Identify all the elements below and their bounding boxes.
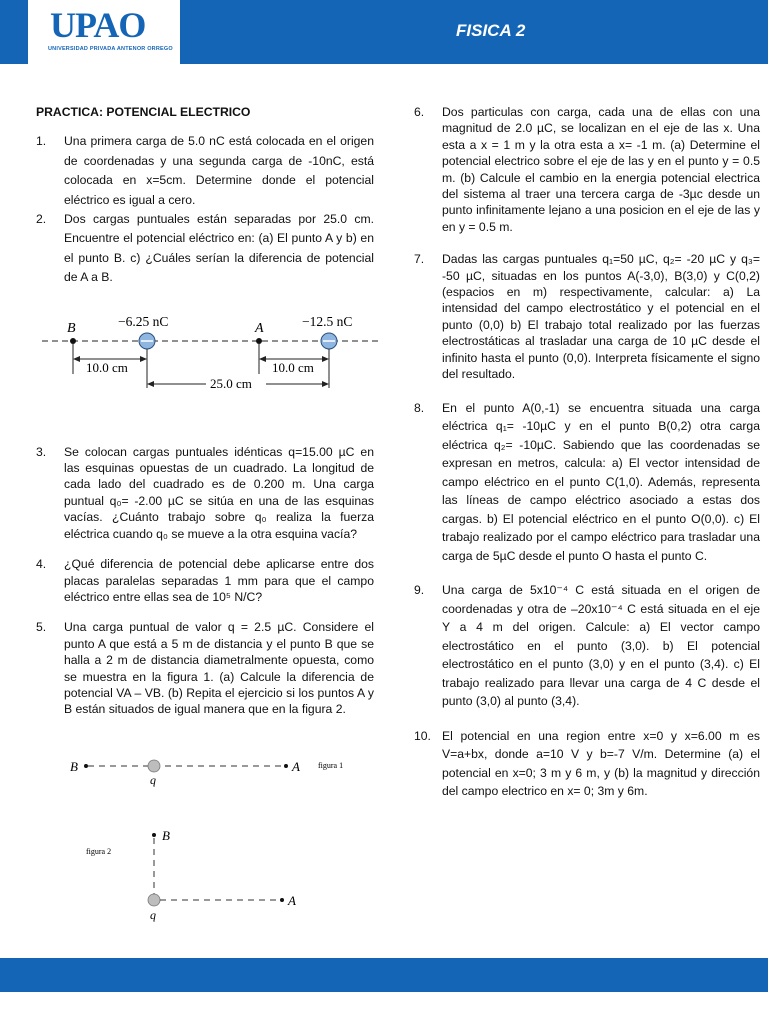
figure-1 xyxy=(64,754,364,788)
arrow-left-icon xyxy=(259,356,266,362)
problem-10 xyxy=(414,727,760,801)
problem-7 xyxy=(414,251,760,382)
charges-diagram xyxy=(36,312,380,396)
problem-1 xyxy=(36,132,374,210)
problem-3 xyxy=(36,444,374,542)
fig2-caption: figura 2 xyxy=(86,847,112,856)
problem-text: El potencial en una region entre x=0 y x=6.00 m es V=a+bx, donde a=10 V y b=-7 V/m. Determine (a) el potencial en x=0; 3 m y 6 m, y (b) la magnitud y dirección del campo electrico en x= 0; 3m y 6m. xyxy=(442,728,760,798)
arrow-left-icon xyxy=(73,356,80,362)
problem-text: En el punto A(0,-1) se encuentra situada una carga eléctrica q₁= -10µC y en el punto B(0,2) otra carga eléctrica q₂= -10µC. Sabiendo que las coordenadas se expresan en metros, calcula: a) El vector intensidad de campo eléctrico en el punto C(1,0). Además, representa las líneas de campo eléctrico asociado a estas dos cargas. b) El potencial eléctrico en el punto O(0,0). c) El trabajo realizado por el campo eléctrico para trasladar una carga de 5µC desde el punto O hasta el punto C. xyxy=(442,400,760,563)
logo-subtitle: UNIVERSIDAD PRIVADA ANTENOR ORREGO xyxy=(48,46,173,52)
fig2-point-b-label: B xyxy=(162,828,170,843)
charge-2-label: −12.5 nC xyxy=(302,314,353,329)
problem-number: 8. xyxy=(414,400,425,415)
problem-2 xyxy=(36,210,374,288)
problem-text: Una primera carga de 5.0 nC está colocada en el origen de coordenadas y una segunda carga de -10nC, está colocada en x=5cm. Determine donde el potencial eléctrico es igual a cero. xyxy=(64,134,374,207)
left-column xyxy=(36,104,374,718)
problem-4 xyxy=(36,556,374,605)
problem-text: ¿Qué diferencia de potencial debe aplicarse entre dos placas paralelas separadas 1 mm para que el campo eléctrico entre ellas sea de 10⁵ N/C? xyxy=(64,557,374,604)
fig2-point-b-dot xyxy=(152,833,156,837)
fig2-point-a-dot xyxy=(280,898,284,902)
problem-number: 4. xyxy=(36,557,47,572)
course-title: FISICA 2 xyxy=(456,21,526,40)
problem-text: Dadas las cargas puntuales q₁=50 µC, q₂= -20 µC y q₃= -50 µC, situadas en los puntos A(-3,0), B(3,0) y C(0,2) (espacios en m) respectivamente, calcular: a) La intensidad del campo electrostático y el potencial en el punto (0,0) b) El trabajo total realizado por las fuerzas electrostáticas al trasladar una carga de 10 µC desde el infinito hasta el punto (0,0). Interpreta físicamente el signo del resultado. xyxy=(442,252,760,382)
fig2-charge-sphere xyxy=(148,894,160,906)
fig2-point-a-label: A xyxy=(288,893,296,908)
problem-number: 10. xyxy=(414,728,431,743)
fig1-point-a-dot xyxy=(284,764,288,768)
arrow-left-icon xyxy=(147,381,154,387)
charges-figure xyxy=(36,312,380,396)
arrow-right-icon xyxy=(322,381,329,387)
fig1-caption: figura 1 xyxy=(318,761,344,770)
problem-number: 1. xyxy=(36,134,47,149)
arrow-right-icon xyxy=(140,356,147,362)
figure-2 xyxy=(80,826,320,924)
fig1-point-b-label: B xyxy=(70,759,78,774)
problem-number: 3. xyxy=(36,444,47,459)
dist-right-label: 10.0 cm xyxy=(272,360,314,375)
problem-number: 5. xyxy=(36,620,47,635)
problem-number: 7. xyxy=(414,252,425,267)
point-a-dot xyxy=(256,338,262,344)
figure-2-diagram xyxy=(80,826,320,924)
university-logo xyxy=(28,0,180,64)
problem-text: Dos particulas con carga, cada una de ellas con una magnitud de 2.0 µC, se localizan en el eje de las x. Una esta a x = 1 m y la otra esta a x= -1 m. (a) Determine el potencial electrico sobre el eje de las y en el punto y = 0.5 m. (b) Calcule el cambio en la energia potencial electrica del sistema al traer una tercera carga de -3µc desde un punto infinitamente lejano a una posicion en el eje de las y en y = 0.5 m. xyxy=(442,105,760,234)
problem-9 xyxy=(414,581,760,711)
problem-text: Dos cargas puntuales están separadas por 25.0 cm. Encuentre el potencial eléctrico en: (a) El punto A y b) en el punto B. c) ¿Cuáles serían la diferencia de potencial de A a B. xyxy=(64,212,374,285)
footer-bar xyxy=(0,958,768,992)
dist-left-label: 10.0 cm xyxy=(86,360,128,375)
charge-1-label: −6.25 nC xyxy=(118,314,169,329)
right-column xyxy=(414,104,760,801)
problem-number: 2. xyxy=(36,212,47,227)
arrow-right-icon xyxy=(322,356,329,362)
fig1-point-a-label: A xyxy=(292,759,300,774)
problem-number: 6. xyxy=(414,105,425,119)
problem-6 xyxy=(414,104,760,235)
problem-8 xyxy=(414,399,760,566)
problem-text: Una carga puntual de valor q = 2.5 µC. Considere el punto A que está a 5 m de distancia y el punto B que se halla a 2 m de distancia diametralmente opuesta, como se muestra en la figura 1. (a) Calcule la diferencia de potencial VA – VB. (b) Repita el ejercicio si los puntos A y B están situados de igual manera que en la figura 2. xyxy=(64,620,374,717)
point-a-label: A xyxy=(255,321,264,336)
point-b-label: B xyxy=(67,321,76,336)
point-b-dot xyxy=(70,338,76,344)
logo-text: UPAO xyxy=(50,5,146,45)
fig1-point-b-dot xyxy=(84,764,88,768)
problem-5 xyxy=(36,619,374,717)
problem-text: Se colocan cargas puntuales idénticas q=15.00 µC en las esquinas opuestas de un cuadrado. La longitud de cada lado del cuadrado es de 0.200 m. Una carga puntual q₀= -2.00 µC se sitúa en una de las esquinas vacías. ¿Cuánto trabajo sobre q₀ realiza la fuerza eléctrica cuando q₀ se mueve a la otra esquina vacía? xyxy=(64,444,374,541)
fig2-charge-label: q xyxy=(150,908,156,922)
problem-number: 9. xyxy=(414,583,425,597)
problem-text: Una carga de 5x10⁻⁴ C está situada en el origen de coordenadas y otra de –20x10⁻⁴ C está situada en el eje Y a 4 m del origen. Calcule: a) El vector campo electrostático en el punto (3,0). b) El potencial electrostático en el punto (3,0) y en el punto (3,4). c) El trabajo realizado para llevar una carga de 4 C desde el punto (3,0) al punto (3,4). xyxy=(442,583,760,708)
page-title: PRACTICA: POTENCIAL ELECTRICO xyxy=(36,105,251,119)
figure-1-diagram xyxy=(64,754,364,788)
header-bar xyxy=(0,0,768,64)
dist-total-label: 25.0 cm xyxy=(210,376,252,391)
fig1-charge-sphere xyxy=(148,760,160,772)
fig1-charge-label: q xyxy=(150,773,156,787)
